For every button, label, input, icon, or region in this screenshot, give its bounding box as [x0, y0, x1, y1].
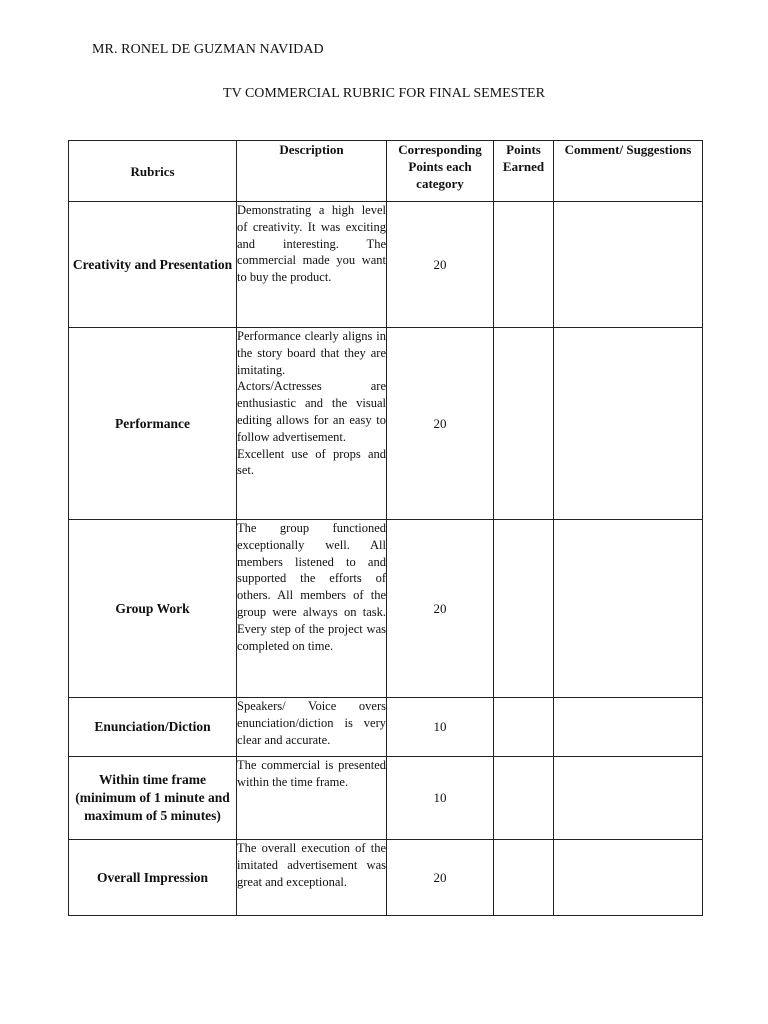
table-row [69, 840, 703, 916]
table-row [69, 328, 703, 520]
header-points: Corresponding Points each category [387, 141, 494, 202]
table-row [69, 698, 703, 757]
document-title: TV COMMERCIAL RUBRIC FOR FINAL SEMESTER [223, 86, 545, 101]
table-row [69, 202, 703, 328]
description-text: Excellent use of props and set. [237, 446, 386, 478]
points-earned-cell[interactable] [494, 757, 554, 840]
points-earned-cell[interactable] [494, 840, 554, 916]
rubric-points: 20 [387, 840, 494, 916]
description-text: Demonstrating a high level of creativity. It was exciting and interesting. The commercial made you want to buy the product. [237, 203, 386, 285]
rubric-name: Overall Impression [69, 840, 237, 916]
points-earned-cell[interactable] [494, 202, 554, 328]
description-text: The group functioned exceptionally well. All members listened to and supported the efforts of others. All members of the group were always on task. Every step of the project was completed on time. [237, 521, 386, 653]
rubric-description [237, 757, 387, 840]
description-text: The overall execution of the imitated advertisement was great and exceptional. [237, 841, 386, 889]
rubric-description [237, 840, 387, 916]
comment-cell[interactable] [554, 520, 703, 698]
header-row [69, 141, 703, 202]
rubric-description [237, 328, 387, 520]
rubric-description [237, 698, 387, 757]
comment-cell[interactable] [554, 698, 703, 757]
points-earned-cell[interactable] [494, 520, 554, 698]
rubric-name: Enunciation/Diction [69, 698, 237, 757]
header-earned: Points Earned [494, 141, 554, 202]
rubric-points: 20 [387, 520, 494, 698]
comment-cell[interactable] [554, 840, 703, 916]
header-comment: Comment/ Suggestions [554, 141, 703, 202]
header-description: Description [237, 141, 387, 202]
rubric-table [68, 140, 703, 916]
table-row [69, 520, 703, 698]
author-name: MR. RONEL DE GUZMAN NAVIDAD [92, 42, 324, 57]
rubric-points: 20 [387, 202, 494, 328]
rubric-description [237, 520, 387, 698]
rubric-points: 20 [387, 328, 494, 520]
rubric-name: Creativity and Presentation [69, 202, 237, 328]
description-text: Performance clearly aligns in the story board that they are imitating. [237, 329, 386, 377]
description-text: The commercial is presented within the time frame. [237, 758, 386, 789]
rubric-name: Group Work [69, 520, 237, 698]
comment-cell[interactable] [554, 757, 703, 840]
rubric-points: 10 [387, 698, 494, 757]
rubric-name: Performance [69, 328, 237, 520]
points-earned-cell[interactable] [494, 698, 554, 757]
description-text: Speakers/ Voice overs enunciation/diction is very clear and accurate. [237, 699, 386, 747]
rubric-description [237, 202, 387, 328]
rubric-points: 10 [387, 757, 494, 840]
comment-cell[interactable] [554, 202, 703, 328]
rubric-name: Within time frame (minimum of 1 minute and maximum of 5 minutes) [69, 757, 237, 840]
points-earned-cell[interactable] [494, 328, 554, 520]
table-row [69, 757, 703, 840]
header-rubrics: Rubrics [69, 141, 237, 202]
description-text: Actors/Actresses are enthusiastic and the visual editing allows for an easy to follow advertisement. [237, 379, 386, 444]
comment-cell[interactable] [554, 328, 703, 520]
